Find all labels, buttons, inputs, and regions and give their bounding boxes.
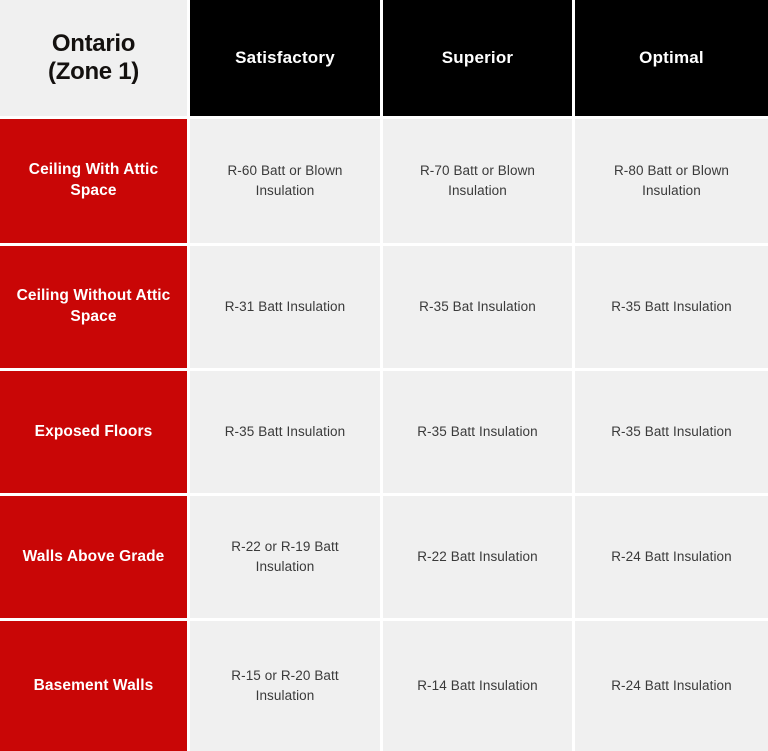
row-header-exposed-floors: Exposed Floors: [0, 371, 190, 496]
table-cell: R-31 Batt Insulation: [190, 246, 383, 371]
table-cell: R-35 Bat Insulation: [383, 246, 575, 371]
table-cell: R-35 Batt Insulation: [575, 246, 768, 371]
table-cell: R-22 or R-19 Batt Insulation: [190, 496, 383, 621]
table-cell: R-24 Batt Insulation: [575, 496, 768, 621]
table-corner-title: [0, 0, 190, 119]
table-cell: R-14 Batt Insulation: [383, 621, 575, 751]
row-header-ceiling-with-attic-space: Ceiling With Attic Space: [0, 119, 190, 246]
corner-title-line-2: (Zone 1): [48, 58, 139, 85]
column-header-satisfactory: Satisfactory: [190, 0, 383, 119]
table-cell: R-35 Batt Insulation: [383, 371, 575, 496]
column-header-optimal: Optimal: [575, 0, 768, 119]
table-cell: R-80 Batt or Blown Insulation: [575, 119, 768, 246]
row-header-basement-walls: Basement Walls: [0, 621, 190, 751]
table-cell: R-60 Batt or Blown Insulation: [190, 119, 383, 246]
table-cell: R-22 Batt Insulation: [383, 496, 575, 621]
table-cell: R-35 Batt Insulation: [575, 371, 768, 496]
table-cell: R-24 Batt Insulation: [575, 621, 768, 751]
column-header-superior: Superior: [383, 0, 575, 119]
row-header-ceiling-without-attic-space: Ceiling Without Attic Space: [0, 246, 190, 371]
corner-title-line-1: Ontario: [51, 29, 136, 57]
table-cell: R-15 or R-20 Batt Insulation: [190, 621, 383, 751]
table-cell: R-70 Batt or Blown Insulation: [383, 119, 575, 246]
row-header-walls-above-grade: Walls Above Grade: [0, 496, 190, 621]
table-cell: R-35 Batt Insulation: [190, 371, 383, 496]
